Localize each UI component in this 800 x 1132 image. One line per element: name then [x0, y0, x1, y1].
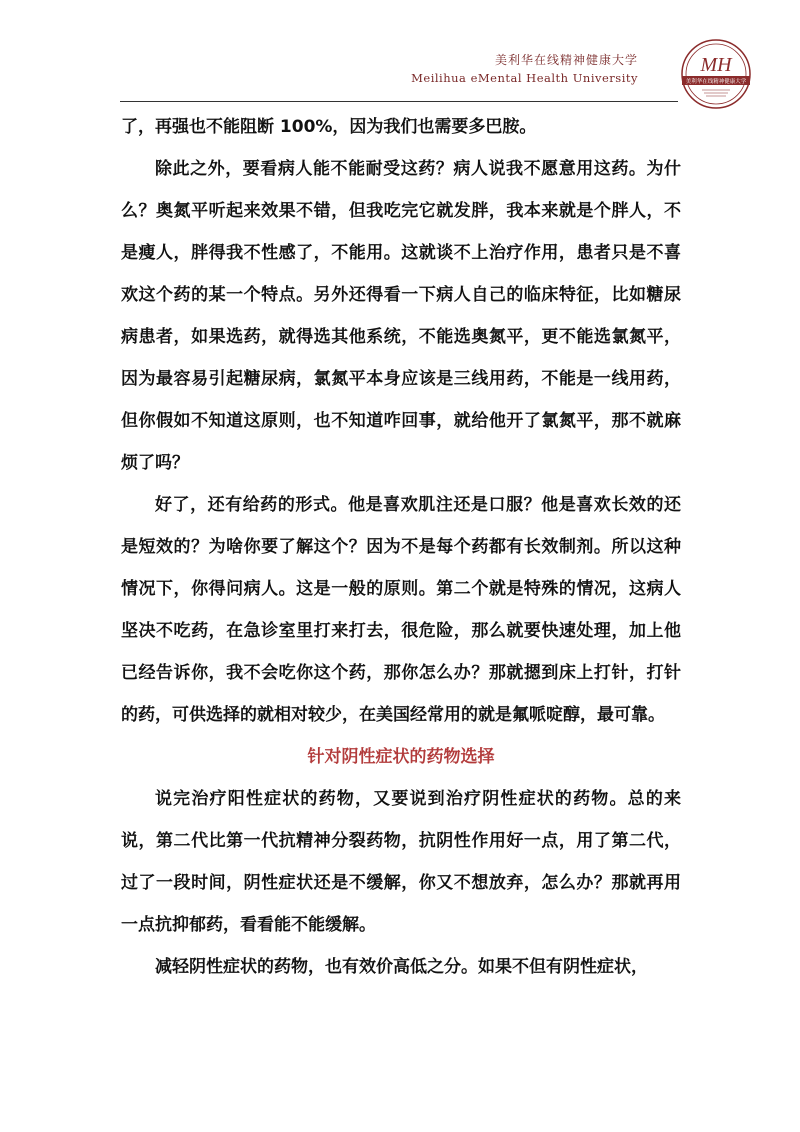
paragraph: 除此之外，要看病人能不能耐受这药？病人说我不愿意用这药。为什么？奥氮平听起来效果不错，但我吃完它就发胖，我本来就是个胖人，不是瘦人，胖得我不性感了，不能用。这就谈不上治疗作用，患者只是不喜欢这个药的某一个特点。另外还得看一下病人自己的临床特征，比如糖尿病患者，如果选药，就得选其他系统，不能选奥氮平，更不能选氯氮平，因为最容易引起糖尿病，氯氮平本身应该是三线用药，不能是一线用药，但你假如不知道这原则，也不知道咋回事，就给他开了氯氮平，那不就麻烦了吗？	[121, 159, 681, 473]
section-title: 针对阴性症状的药物选择	[307, 747, 495, 767]
university-logo	[680, 38, 752, 110]
paragraph: 说完治疗阳性症状的药物，又要说到治疗阴性症状的药物。总的来说，第二代比第一代抗精神分裂药物，抗阴性作用好一点，用了第二代，过了一段时间，阴性症状还是不缓解，你又不想放弃，怎么办？那就再用一点抗抑郁药，看看能不能缓解。	[121, 789, 681, 935]
university-name-en: Meilihua eMental Health University	[411, 71, 638, 85]
document-body	[121, 106, 681, 988]
paragraph-continuation: 了，再强也不能阻断 100%，因为我们也需要多巴胺。	[121, 117, 537, 137]
svg-text:美利华在线精神健康大学: 美利华在线精神健康大学	[685, 79, 747, 85]
paragraph: 好了，还有给药的形式。他是喜欢肌注还是口服？他是喜欢长效的还是短效的？为啥你要了解这个？因为不是每个药都有长效制剂。所以这种情况下，你得问病人。这是一般的原则。第二个就是特殊的情况，这病人坚决不吃药，在急诊室里打来打去，很危险，那么就要快速处理，加上他已经告诉你，我不会吃你这个药，那你怎么办？那就摁到床上打针，打针的药，可供选择的就相对较少，在美国经常用的就是氟哌啶醇，最可靠。	[121, 495, 681, 725]
paragraph: 减轻阴性症状的药物，也有效价高低之分。如果不但有阴性症状，	[155, 957, 648, 977]
svg-text:MH: MH	[700, 54, 732, 76]
university-name-cn: 美利华在线精神健康大学	[494, 53, 638, 67]
header-divider	[120, 101, 678, 102]
page-header	[0, 0, 800, 110]
